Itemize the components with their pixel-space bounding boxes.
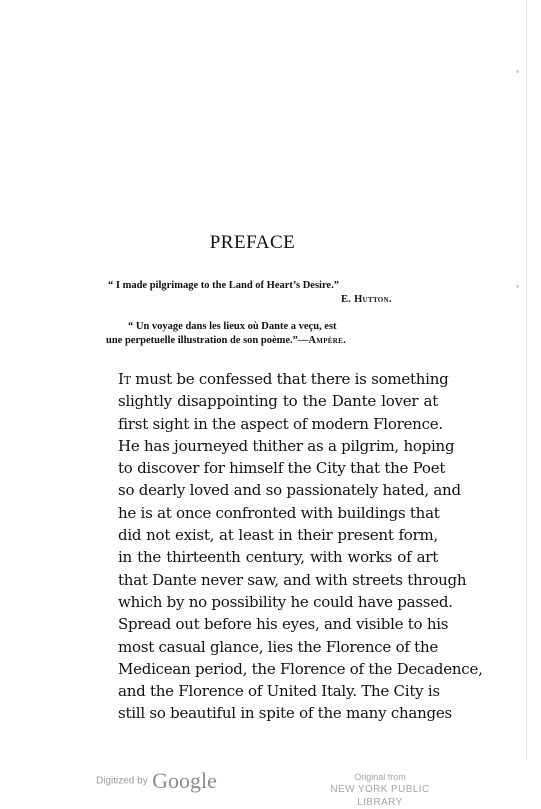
original-from-block [310,772,450,809]
body-first-word: It [118,370,131,388]
original-from-label: Original from [354,772,406,782]
epigraph-2-attribution: Ampère. [308,335,347,346]
body-line: so dearly loved and so passionately hated, and [118,481,461,500]
body-line: and the Florence of United Italy. The City is [118,682,440,701]
library-name: NEW YORK PUBLIC LIBRARY [330,784,430,808]
body-line: that Dante never saw, and with streets through [118,570,467,589]
epigraph-2-line-1: “ Un voyage dans les lieux où Dante a veçu, est [128,321,337,332]
body-line: slightly disappointing to the Dante lover at [118,392,438,411]
body-line-text: must be confessed that there is something [130,370,449,388]
body-line: Spread out before his eyes, and visible to his [118,615,449,634]
body-line: in the thirteenth century, with works of art [118,548,438,567]
epigraph-2-line-2-text: une perpetuelle illustration de son poème.”— [106,335,309,346]
epigraph-1-quote: “ I made pilgrimage to the Land of Heart’s Desire.” [108,280,339,291]
epigraph-2-line-2 [106,334,346,348]
body-line: still so beautiful in spite of the many changes [118,704,452,723]
page-title: PREFACE [209,232,296,253]
preface-body [118,368,483,725]
digitized-label: Digitized by [96,775,148,787]
body-line: he is at once confronted with buildings that [118,503,440,522]
page-edge-line [526,0,527,760]
digitized-by-google [96,768,217,794]
body-line [118,368,449,390]
body-line: which by no possibility he could have passed. [118,592,453,611]
edge-mark [516,285,519,288]
edge-mark [516,70,519,73]
body-line: Medicean period, the Florence of the Decadence, [118,659,483,678]
body-line: most casual glance, lies the Florence of the [118,637,438,656]
body-line: did not exist, at least in their present form, [118,526,438,545]
epigraph-1-attribution: E. Hutton. [341,294,392,305]
body-line: to discover for himself the City that the Poet [118,459,446,478]
body-line: first sight in the aspect of modern Florence. [118,414,443,433]
google-logo: Google [152,768,217,793]
body-line: He has journeyed thither as a pilgrim, hoping [118,436,455,455]
